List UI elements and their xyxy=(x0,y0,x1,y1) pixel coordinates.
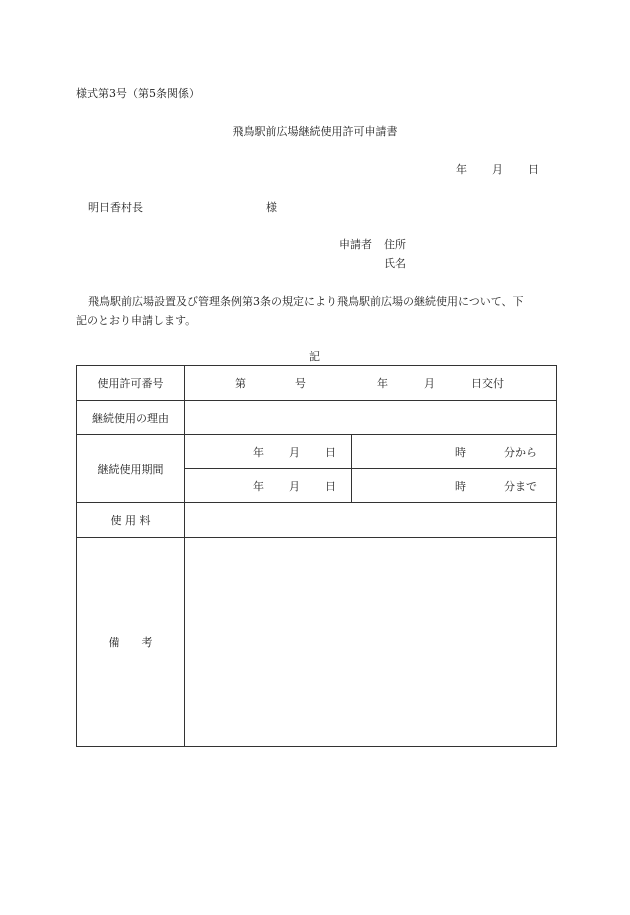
applicant-address-label: 住所 xyxy=(384,238,406,251)
permit-number-cell xyxy=(185,366,557,401)
permit-dai: 第 xyxy=(235,377,246,390)
period-start-time[interactable] xyxy=(352,435,557,469)
applicant-name-label: 氏名 xyxy=(384,257,406,270)
fee-row xyxy=(77,503,557,538)
addressee-honorific: 様 xyxy=(266,201,277,214)
body-text-line2: 記のとおり申請します。 xyxy=(76,314,197,327)
period-end-date[interactable] xyxy=(185,469,352,503)
fee-label: 使 用 料 xyxy=(77,503,185,538)
ki-heading: 記 xyxy=(309,350,320,363)
permit-issued: 日交付 xyxy=(471,377,504,390)
reason-label: 継続使用の理由 xyxy=(77,401,185,435)
period-row-start xyxy=(77,435,557,469)
date-year: 年 xyxy=(456,163,467,176)
period-start-date[interactable] xyxy=(185,435,352,469)
reason-row xyxy=(77,401,557,435)
application-table xyxy=(76,365,557,747)
reason-field[interactable] xyxy=(185,401,557,435)
permit-month: 月 xyxy=(424,377,435,390)
period-label: 継続使用期間 xyxy=(77,435,185,503)
remarks-row xyxy=(77,538,557,747)
period-end-year: 年 xyxy=(253,479,264,493)
page-title: 飛鳥駅前広場継続使用許可申請書 xyxy=(232,125,398,138)
form-number: 様式第3号（第5条関係） xyxy=(76,87,200,100)
permit-go: 号 xyxy=(295,377,306,390)
period-start-day: 日 xyxy=(325,445,336,459)
remarks-field[interactable] xyxy=(185,538,557,747)
remarks-label: 備 考 xyxy=(77,538,185,747)
period-end-minute: 分まで xyxy=(504,479,537,493)
body-text-line1: 飛鳥駅前広場設置及び管理条例第3条の規定により飛鳥駅前広場の継続使用について、下 xyxy=(88,295,524,308)
applicant-label: 申請者 xyxy=(339,238,372,251)
period-end-hour: 時 xyxy=(455,479,466,493)
date-day: 日 xyxy=(528,163,539,176)
period-end-month: 月 xyxy=(289,479,300,493)
permit-year: 年 xyxy=(377,377,388,390)
period-end-time[interactable] xyxy=(352,469,557,503)
permit-number-row xyxy=(77,366,557,401)
fee-field[interactable] xyxy=(185,503,557,538)
period-end-day: 日 xyxy=(325,479,336,493)
period-start-year: 年 xyxy=(253,445,264,459)
period-start-month: 月 xyxy=(289,445,300,459)
permit-number-label: 使用許可番号 xyxy=(77,366,185,401)
date-month: 月 xyxy=(492,163,503,176)
addressee-name: 明日香村長 xyxy=(88,201,143,214)
period-start-minute: 分から xyxy=(504,445,537,459)
period-start-hour: 時 xyxy=(455,445,466,459)
